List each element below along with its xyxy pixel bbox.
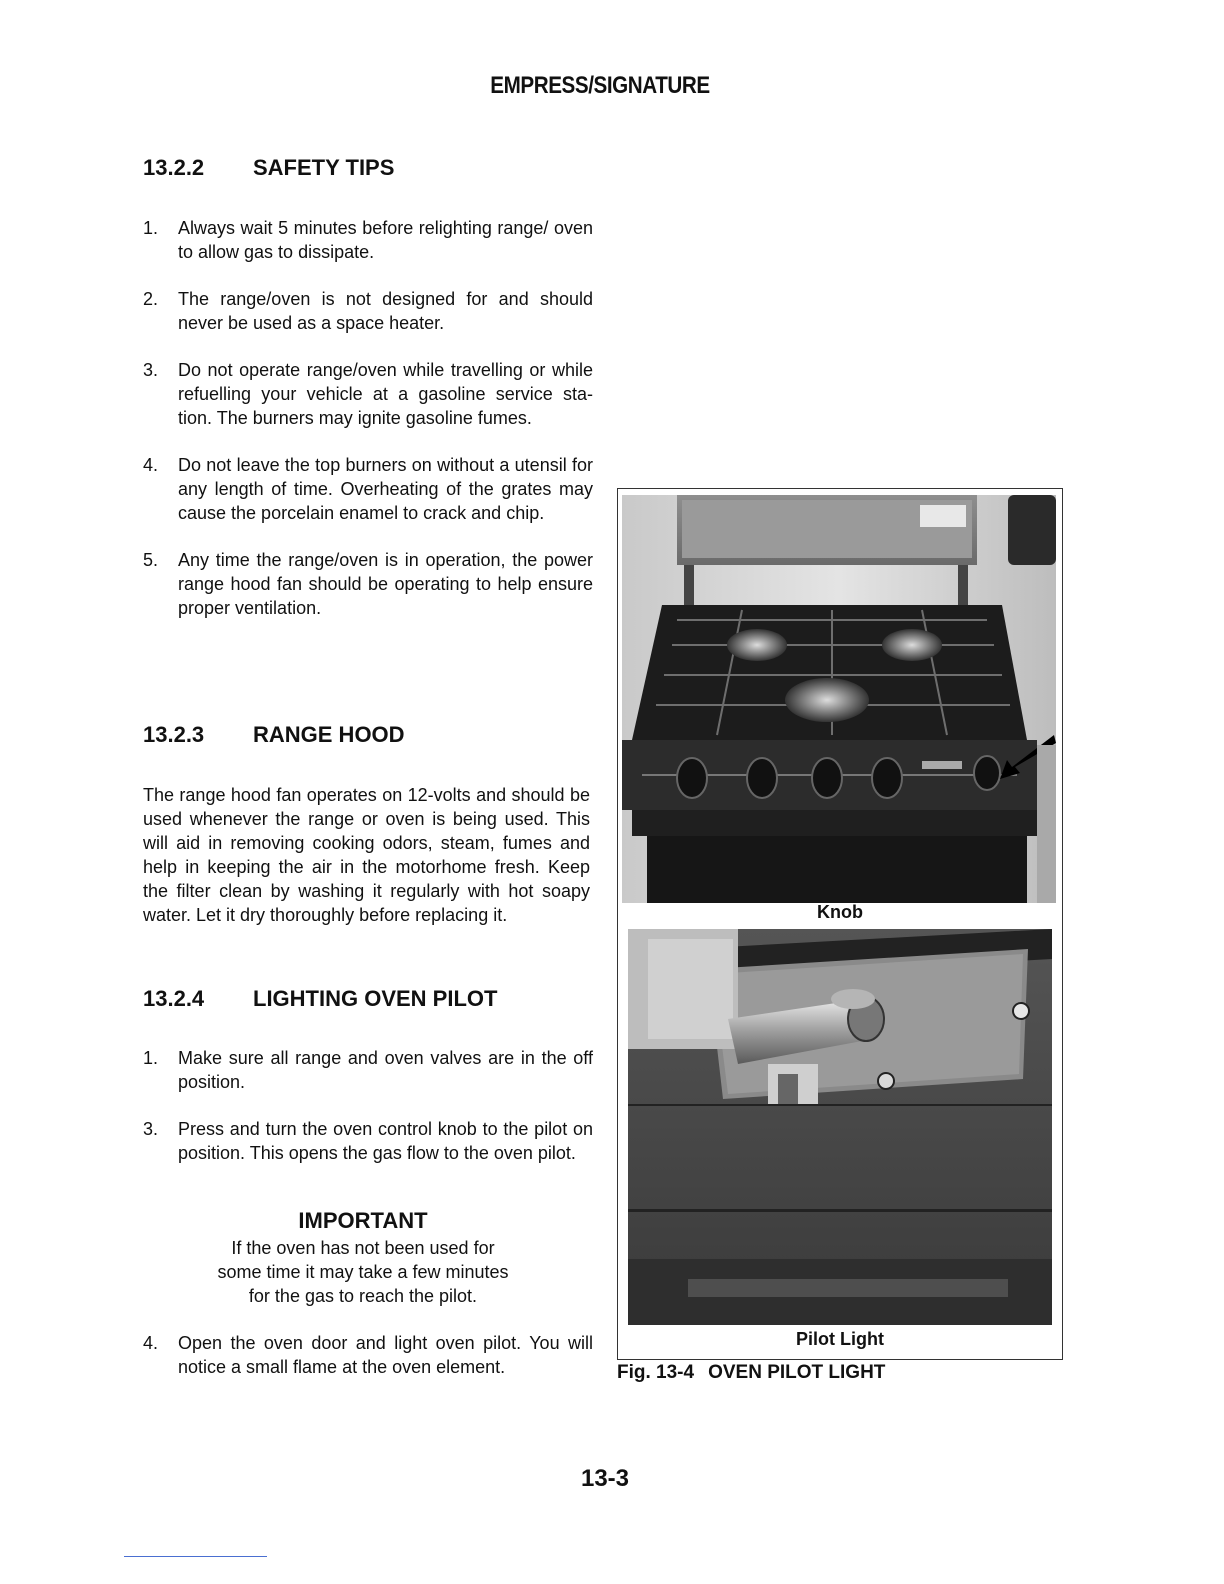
list-item: 5. Any time the range/oven is in operation, the power range hood fan should be operating to help ensure proper ventilation. [143, 550, 593, 618]
list-item: 1. Make sure all range and oven valves are in the off position. [143, 1048, 593, 1092]
safety-tips-list [143, 216, 593, 620]
section-heading-safety-tips [143, 155, 394, 181]
important-title: IMPORTANT [298, 1208, 428, 1233]
section-title: LIGHTING OVEN PILOT [253, 986, 498, 1011]
figure-number: Fig. 13-4 [617, 1362, 695, 1383]
page-number: 13-3 [580, 1465, 630, 1492]
figure-label-pilot-light: Pilot Light [796, 1329, 884, 1349]
footer-rule [124, 1556, 267, 1557]
important-note: If the oven has not been used for some time it may take a few minutes for the gas to reach the pilot. [217, 1238, 509, 1306]
list-item: 3. Press and turn the oven control knob to the pilot on position. This opens the gas flow to the oven pilot. [143, 1119, 593, 1163]
figure-title: OVEN PILOT LIGHT [708, 1362, 886, 1383]
figure-label-knob: Knob [817, 902, 863, 922]
list-item: 4. Open the oven door and light oven pilot. You will notice a small flame at the oven element. [143, 1333, 593, 1377]
section-title: RANGE HOOD [253, 722, 405, 747]
section-heading-lighting-oven-pilot [143, 986, 497, 1012]
range-hood-paragraph: The range hood fan operates on 12-volts and should be used whenever the range or oven is being used. This will aid in removing cooking odors, steam, fumes and help in keeping the air in the motorhome fresh. Keep the filter clean by washing it regularly with hot soapy water. Let it dry thoroughly before replacing it. [143, 785, 590, 925]
section-number: 13.2.4 [143, 986, 205, 1011]
section-number: 13.2.3 [143, 722, 205, 747]
figure-frame [617, 488, 1063, 1360]
page-header: EMPRESS/SIGNATURE [490, 72, 710, 99]
pilot-steps-list [143, 1046, 593, 1165]
list-item: 3. Do not operate range/oven while travelling or while refuelling your vehicle at a gasoline service sta- tion. The burners may ignite gasoline fumes. [143, 360, 593, 428]
oven-pilot-photo [628, 929, 1052, 1325]
range-photo [622, 495, 1056, 903]
section-title: SAFETY TIPS [253, 155, 395, 180]
list-item: 1. Always wait 5 minutes before relighting range/ oven to allow gas to dissipate. [143, 218, 593, 262]
list-item: 2. The range/oven is not designed for and should never be used as a space heater. [143, 289, 593, 333]
section-number: 13.2.2 [143, 155, 205, 180]
pilot-steps-list-continued [143, 1331, 593, 1379]
figure-caption [617, 1362, 885, 1384]
section-heading-range-hood [143, 722, 405, 748]
list-item: 4. Do not leave the top burners on without a utensil for any length of time. Overheating of the grates may cause the porcelain enamel to crack and chip. [143, 455, 593, 523]
